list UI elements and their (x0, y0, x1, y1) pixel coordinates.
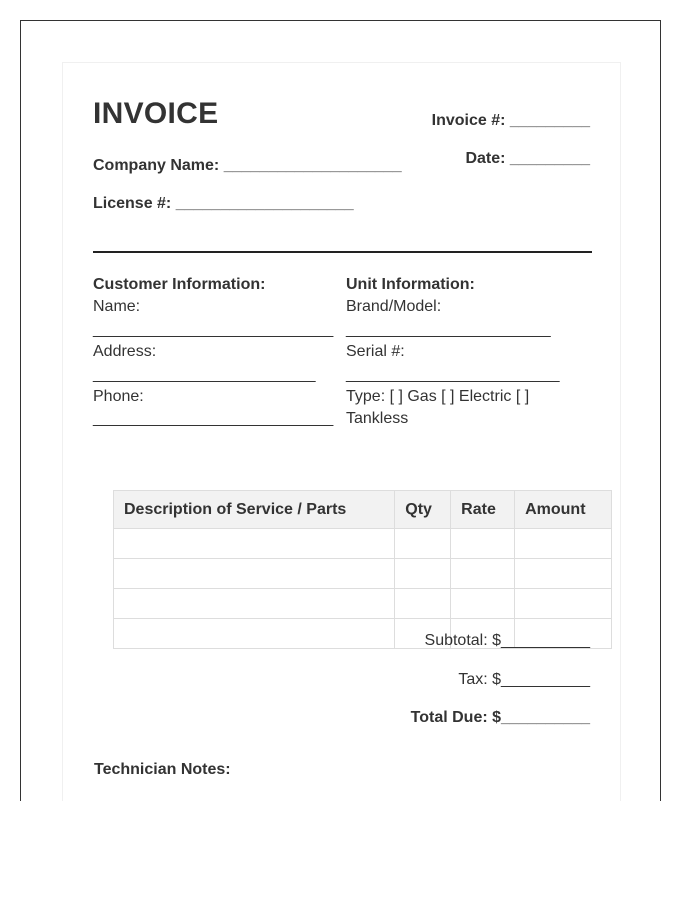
qty-cell[interactable] (395, 589, 451, 619)
description-cell[interactable] (114, 559, 395, 589)
unit-info-heading: Unit Information: (346, 276, 475, 293)
qty-cell[interactable] (395, 529, 451, 559)
customer-address-line[interactable]: _________________________ (93, 366, 316, 383)
company-name-field[interactable]: Company Name: ____________________ (93, 157, 402, 174)
customer-name-label: Name: (93, 298, 141, 315)
invoice-number-field[interactable]: Invoice #: _________ (431, 112, 590, 129)
table-header-row (114, 491, 612, 529)
description-cell[interactable] (114, 529, 395, 559)
rate-cell[interactable] (451, 589, 515, 619)
invoice-sheet (62, 62, 621, 801)
subtotal-field[interactable]: Subtotal: $__________ (424, 632, 590, 649)
customer-phone-line[interactable]: ___________________________ (93, 410, 334, 427)
date-field[interactable]: Date: _________ (465, 150, 590, 167)
description-cell[interactable] (114, 619, 395, 649)
total-due-field[interactable]: Total Due: $__________ (410, 709, 590, 726)
header-divider (93, 251, 592, 253)
col-description-header: Description of Service / Parts (114, 491, 395, 529)
unit-serial-label: Serial #: (346, 343, 405, 360)
table-row (114, 589, 612, 619)
page-frame (20, 20, 661, 801)
unit-type-tankless[interactable]: Tankless (346, 410, 409, 427)
unit-serial-line[interactable]: ________________________ (346, 366, 560, 383)
rate-cell[interactable] (451, 529, 515, 559)
col-qty-header: Qty (395, 491, 451, 529)
license-field[interactable]: License #: ____________________ (93, 195, 354, 212)
invoice-title: INVOICE (93, 97, 219, 130)
amount-cell[interactable] (515, 589, 612, 619)
tax-field[interactable]: Tax: $__________ (458, 671, 590, 688)
customer-phone-label: Phone: (93, 388, 144, 405)
unit-brand-line[interactable]: _______________________ (346, 321, 551, 338)
qty-cell[interactable] (395, 559, 451, 589)
amount-cell[interactable] (515, 529, 612, 559)
col-amount-header: Amount (515, 491, 612, 529)
description-cell[interactable] (114, 589, 395, 619)
rate-cell[interactable] (451, 559, 515, 589)
unit-brand-label: Brand/Model: (346, 298, 442, 315)
amount-cell[interactable] (515, 559, 612, 589)
table-row (114, 559, 612, 589)
customer-name-line[interactable]: ___________________________ (93, 321, 334, 338)
table-row (114, 529, 612, 559)
technician-notes-heading: Technician Notes: (94, 761, 231, 778)
service-table (113, 490, 612, 649)
customer-info-heading: Customer Information: (93, 276, 266, 293)
unit-type-options[interactable]: Type: [ ] Gas [ ] Electric [ ] (346, 388, 530, 405)
col-rate-header: Rate (451, 491, 515, 529)
customer-address-label: Address: (93, 343, 157, 360)
